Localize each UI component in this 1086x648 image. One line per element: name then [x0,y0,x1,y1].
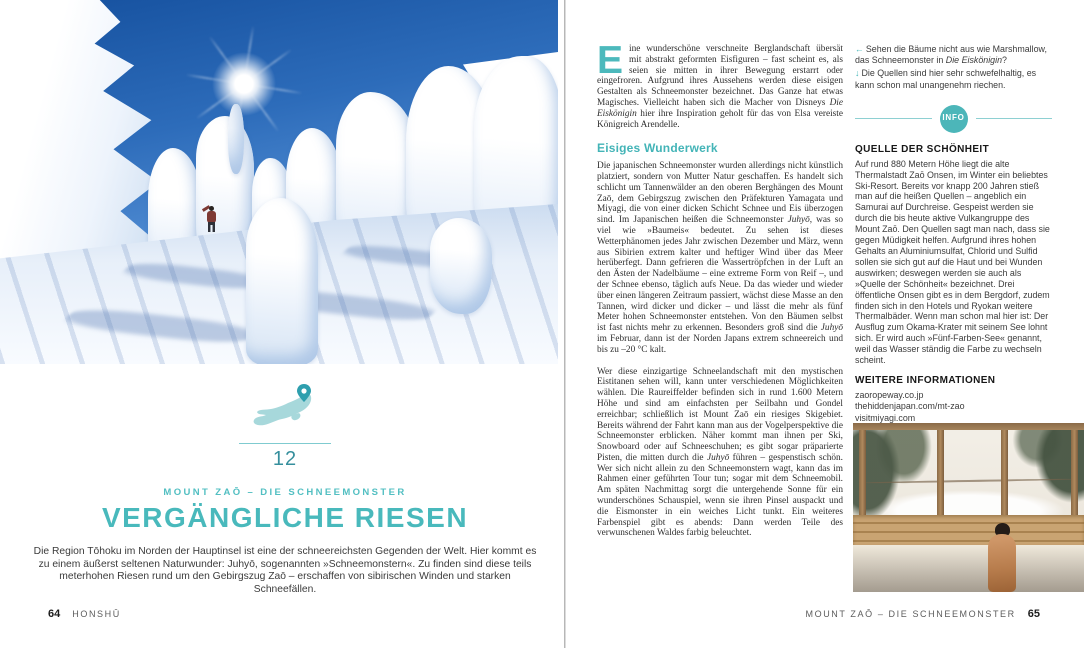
wooden-railing [853,485,1084,515]
arrow-down-icon: ↓ [855,68,860,79]
snow-monster-shape [430,218,492,314]
snow-monster-shape [246,198,318,364]
article-paragraph [597,39,843,130]
wooden-beam [853,423,1084,430]
page-number-right: 65 [1027,608,1040,620]
footer-section-right: MOUNT ZAŌ – DIE SCHNEEMONSTER [805,609,1016,619]
info-link: visitmiyagi.com [855,412,916,423]
page-number-left: 64 [48,608,61,620]
chapter-number: 12 [272,448,298,470]
wooden-deck [853,515,1084,545]
chapter-kicker: MOUNT ZAŌ – DIE SCHNEEMONSTER [163,487,407,498]
photo-caption [855,68,1052,90]
honshu-map-pin-icon [242,382,328,438]
drop-cap: E [597,39,624,82]
caption-text: Sehen die Bäume nicht aus wie Marshmallow, das Schneemonster in Die Eiskönigin? [855,44,1047,66]
info-box-text: Auf rund 880 Metern Höhe liegt die alte Thermalstadt Zaō Onsen, im Winter ein beliebtes Ski-Resort. Bereits vor knapp 200 Jahren stieß man auf die heißen Quellen – angeblich ein Samurai auf Durchreise. Gespeist werden sie durch die bis heute aktive Vulkangruppe des Mount Zaō. Den Quellen sagt man nach, dass sie gegen Müdigkeit helfen. Aufgrund ihres hohen Gehalts an Aluminiumsulfat, Chlorid und Sulfid sollen sie sich gut auf die Haut und bei Wunden auswirken; deswegen werden sie auch als »Quelle der Schönheit« bezeichnet. Drei öffentliche Onsen gibt es in dem Bergdorf, zudem finden sich in den Hotels und Ryokan weitere Thermalbäder. Wenn man schon mal hier ist: Der Ausflug zum Okama-Krater mit seinem See lohnt sich. Er wird auch »Fünf-Farben-See« genannt, weil das Wasser ständig die Farbe zu wechseln scheint. [855,158,1050,366]
chapter-intro-text: Die Region Tōhoku im Norden der Hauptinsel ist eine der schneereichsten Gegenden der Welt. Hier kommt es zu einem äußerst seltenen Naturwunder: Juhyō, sogenannten »Schneemonstern«. Zu finden sind diese teils meterhohen Riesen rund um den Gebirgszug Zaō – erschaffen von sibirischen Winden und starken Schneefällen. [33,546,537,595]
hiker-figure [202,206,220,232]
arrow-left-icon: ← [855,44,864,54]
sun-icon [212,52,276,116]
divider-line [239,443,331,444]
links-title: WEITERE INFORMATIONEN [855,374,996,386]
article-column [597,39,843,539]
hot-spring-bath [853,545,1084,592]
footer-section-left: HONSHŪ [72,609,121,619]
article-subheading: Eisiges Wunderwerk [597,141,718,156]
page-gutter [564,0,566,648]
article-paragraph-1: ine wunderschöne verschneite Berglandschaft übersät mit abstrakt geformten Eisfiguren – fast scheint es, als seien sie mitten in ihrer Bewegung erstarrt oder eingefroren. Aufgrund ihres Aussehens werden diese eisigen Gestalten als Schneemonster bezeichnet. Das Ganze hat etwas Magisches. Vielleicht haben sich die Macher von Disneys Die Eiskönigin hier ihre Inspiration geholt für das von Elsa vereiste Königreich Arendelle. [597,44,843,130]
divider-line [976,118,1053,119]
info-badge: INFO [940,105,968,133]
snow-monsters-photo [0,0,558,364]
footer-left [48,608,121,620]
chapter-intro-block [6,382,564,596]
article-paragraph-3: Wer diese einzigartige Schneelandschaft mit den mystischen Eistitanen sehen will, kann unter verschiedenen Möglichkeiten wählen. Die Raureiffelder befinden sich in rund 1.600 Metern Höhe und sind am einfachsten per Seilbahn und Gondel erreichbar; schließlich ist Mount Zaō ein riesiges Skigebiet. Bereits während der Fahrt kann man aus der Vogelperspektive die Schneemonster erblicken. Näher kommt man ihnen per Ski, Snowboard oder auf Schneeschuhen; es gibt sogar präparierte Pisten, die mitten durch die Juhyō führen – gespenstisch schön. Wer sich nicht allein zu den Schneemonstern wagt, kann das im Rahmen einer geführten Tour tun; sogar mit dem Schneemobil. Am späten Nachmittag sorgt die untergehende Sonne für ein wunderschönes Schauspiel, wenn sie ihren Pinsel auspackt und die Eismonster in ein weiches Licht tunkt. Ein weiteres Farbenspiel gibt es abends: Dann werden Teile des verwunschenen Waldes farbig beleuchtet. [597,366,843,539]
page-title: VERGÄNGLICHE RIESEN [101,502,469,533]
onsen-photo [853,423,1084,592]
info-link: thehiddenjapan.com/mt-zao [855,401,965,412]
divider-line [855,118,932,119]
caption-text: Die Quellen sind hier sehr schwefelhaltig, es kann schon mal unangenehm riechen. [855,68,1037,90]
snow-monster-shape [228,104,244,174]
bather-figure [985,523,1019,592]
info-divider [855,105,1052,133]
info-link: zaoropeway.co.jp [855,389,924,400]
footer-right [806,608,1041,620]
info-box-title: QUELLE DER SCHÖNHEIT [855,143,990,155]
sidebar-column [855,44,1052,449]
article-paragraph-2: Die japanischen Schneemonster wurden allerdings nicht künstlich platziert, sondern von Mutter Natur geschaffen. Es handelt sich schlicht um Tannenwälder an den oberen Berghängen des Mount Zaō, dem Gebirgszug zwischen den Präfekturen Yamagata und Miyagi, die von einer dicken Schicht Schnee und Eis überzogen sind. Im Japanischen heißen die Schneemonster Juhyō, was so viel wie »Baumeis« bedeutet. Zu sehen ist dieses Wetterphänomen jedes Jahr zwischen Dezember und März, wenn aus Sibirien extrem kalter und heftiger Wind über das Meer herüberfegt. Dann gefrieren die Wassertröpfchen in der Luft an den Ästen der Nadelbäume – eine extreme Form von Reif –, und der Schnee ebenso, täglich aufs Neue. Da das wieder und wieder über einen längeren Zeitraum passiert, wächst diese Masse an den Tannen, wird dicker und dicker – und lässt die mehr als fünf Meter hohen Schneemonster entstehen. Von den Bäumen selbst ist fast nichts mehr zu erkennen. Besonders groß sind die Juhyō im Februar, dann ist der Norden Japans extrem schneereich und bis zu –20 °C kalt. [597,161,843,355]
photo-caption [855,44,1052,66]
